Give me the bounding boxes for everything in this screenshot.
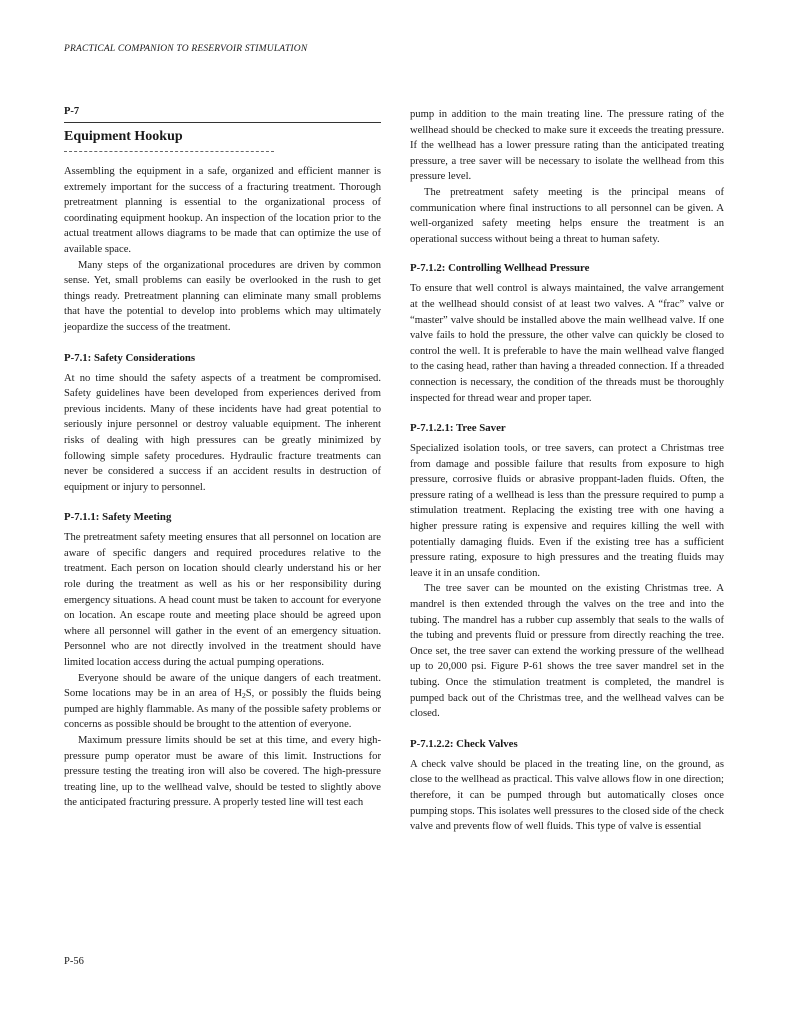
meeting-paragraph-1: The pretreatment safety meeting ensures that all personnel on location are aware of specific dangers and required procedures relative to the treatment. Each person on location should clearly understand his or her role during the treatment as well as his or her responsibility during emergency situations. A head count must be taken to account for everyone on location. An escape route and meeting place should be agreed upon where all personnel will gather in the event of an emergency situation. Personnel who are not directly involved in the treatment should have limited location access during the actual pumping operations. [64,532,381,669]
controlling-paragraph-1: To ensure that well control is always maintained, the valve arrangement at the wellhead should consist of at least two valves. A “frac” valve or “master” valve should be installed above the main wellhead valve. If one valve fails to hold the pressure, the other valve can quickly be closed to control the well. It is preferable to have the main wellhead valve flanged to the casing head, rather than having a threaded connection. If a threaded connection is necessary, the condition of the threads must be thoroughly inspected for thread wear and proper taper. [410,283,724,404]
right-column [410,107,724,835]
h2s-subscript: 2 [242,691,246,701]
meeting-paragraph-2-part-a: Everyone should be aware of the unique dangers of each treatment. Some locations may be in an area of H [64,672,381,700]
intro-paragraph-2: Many steps of the organizational procedures are driven by common sense. Yet, small problems can easily be overlooked in the rush to get things ready. Pretreatment planning can eliminate many small problems that have the potential to develop into problems which may ultimately jeopardize the success of the treatment. [64,259,381,333]
tree-saver-paragraph-1: Specialized isolation tools, or tree savers, can protect a Christmas tree from damage and possible failure that results from exposure to high pressure, corrosive fluids or abrasive proppant-laden fluids. Often, the pressure rating of a wellhead is less than the pressure required to pump a stimulation treatment. Replacing the existing tree with one having a higher pressure rating is expensive and requires killing the well with potentially damaging fluids. Even if the existing tree has a sufficient pressure rating, exposure to high pressures and the treating fluids may leave it in an unsafe condition. [410,443,724,579]
left-column [64,106,381,811]
section-number: P-7 [64,106,80,117]
title-underline [64,151,274,152]
intro-paragraph-1: Assembling the equipment in a safe, organized and efficient manner is extremely important for the success of a fracturing treatment. Thorough pretreatment planning is essential to the organizational process of coordinating equipment hookup. An inspection of the location prior to the actual treatment allows diagrams to be made that can optimize the use of available space. [64,166,381,255]
check-valves-paragraph-1: A check valve should be placed in the treating line, on the ground, as close to the wellhead as practical. This valve allows flow in one direction; therefore, it can be pumped through but automatically closes once pumping stops. This isolates well pressures to the closed side of the check valve and prevents flow of well fluids. This type of valve is essential [410,758,724,833]
heading-controlling-wellhead-pressure: P-7.1.2: Controlling Wellhead Pressure [410,262,590,275]
section-rule [64,122,381,123]
continued-paragraph-1: pump in addition to the main treating line. The pressure rating of the wellhead should be checked to make sure it exceeds the treating pressure. If the wellhead has a lower pressure rating than the anticipated treating pressure, a tree saver will be necessary to isolate the wellhead from this pressure level. [410,109,724,183]
meeting-paragraph-3: Maximum pressure limits should be set at this time, and every high-pressure pump operator must be aware of this limit. Instructions for pressure testing the treating iron will also be covered. The high-pressure treating line, up to the wellhead valve, should be tested to slightly above the anticipated fracturing pressure. A properly tested line will test each [64,735,381,809]
page-number: P-56 [64,956,84,967]
heading-safety-considerations: P-7.1: Safety Considerations [64,351,196,364]
heading-tree-saver: P-7.1.2.1: Tree Saver [410,422,506,435]
heading-check-valves: P-7.1.2.2: Check Valves [410,737,518,750]
continued-paragraph-2: The pretreatment safety meeting is the principal means of communication where final instructions to all personnel can be given. A well-organized safety meeting helps ensure the treatment is an operational success without being a threat to human safety. [410,186,724,245]
heading-safety-meeting: P-7.1.1: Safety Meeting [64,511,172,524]
meeting-paragraph-2 [64,671,381,733]
safety-paragraph-1: At no time should the safety aspects of a treatment be compromised. Safety guidelines have been developed from experiences derived from previous incidents. Many of these incidents have had great potential to seriously injure personnel or destroy valuable equipment. The inherent risks of dealing with high pressures can be greatly minimized by following simple safety procedures. Hydraulic fracture treatments can never be considered a success if an accident results in destruction of equipment or injury to personnel. [64,372,381,493]
running-title: PRACTICAL COMPANION TO RESERVOIR STIMULATION [64,44,308,54]
section-title: Equipment Hookup [64,129,183,144]
tree-saver-paragraph-2: The tree saver can be mounted on the existing Christmas tree. A mandrel is then extended through the valves on the tree and into the tubing. The mandrel has a rubber cup assembly that seals to the walls of the tubing and prevents fluid or pressure from directly reaching the tree. Once set, the tree saver can extend the working pressure of the wellhead up to 20,000 psi. Figure P-61 shows the tree saver mandrel set in the tubing. Once the stimulation treatment is completed, the mandrel is pumped back out of the Christmas tree, and the wellhead valves can be closed. [410,583,724,720]
meeting-paragraph-2-part-b: S, or possibly the fluids being pumped are highly flammable. As many of the possible safety problems or concerns as possible should be brought to the attention of everyone. [64,688,381,731]
